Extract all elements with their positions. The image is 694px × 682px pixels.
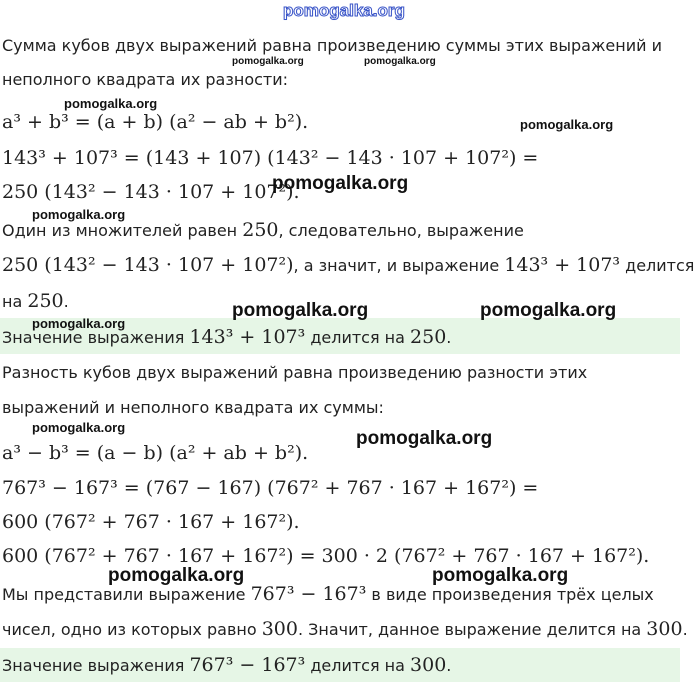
part1-text-1b: 250 bbox=[242, 219, 279, 241]
watermark-large: pomogalka.org bbox=[432, 565, 569, 586]
part1-intro-line-1: Сумма кубов двух выражений равна произведению суммы этих выражений и bbox=[2, 36, 662, 55]
part1-answer-e: . bbox=[446, 328, 452, 347]
part1-answer-d: 250 bbox=[410, 326, 447, 348]
part1-formula: a³ + b³ = (a + b) (a² − ab + b²). bbox=[2, 111, 309, 133]
watermark-small: pomogalka.org bbox=[32, 420, 126, 435]
part1-text-line-2 bbox=[2, 254, 694, 276]
part2-intro-line-1: Разность кубов двух выражений равна произведению разности этих bbox=[2, 363, 588, 382]
watermark-small: pomogalka.org bbox=[32, 207, 126, 222]
watermark-large: pomogalka.org bbox=[232, 300, 369, 321]
part2-text-line-1 bbox=[2, 584, 680, 605]
watermark-small: pomogalka.org bbox=[364, 56, 436, 67]
part1-text-1a: Один из множителей равен bbox=[2, 221, 243, 240]
part2-answer-b: 767³ − 167³ bbox=[189, 654, 306, 676]
part2-text-2a: чисел, одно из которых равно bbox=[2, 620, 262, 639]
part1-text-3a: на bbox=[2, 292, 28, 311]
part1-text-3c: . bbox=[63, 292, 69, 311]
part2-text-2e: . bbox=[682, 620, 688, 639]
part2-answer bbox=[2, 655, 680, 676]
part1-text-2d: делится bbox=[620, 256, 694, 275]
part2-calc-line-1: 767³ − 167³ = (767 − 167) (767² + 767 · 167 + 167²) = bbox=[2, 477, 539, 499]
part1-text-1c: , следовательно, выражение bbox=[278, 221, 524, 240]
part2-text-1a: Мы представили выражение bbox=[2, 585, 251, 604]
watermark-large: pomogalka.org bbox=[272, 173, 409, 194]
part2-text-2d: 300 bbox=[646, 618, 683, 640]
part2-formula: a³ − b³ = (a − b) (a² + ab + b²). bbox=[2, 442, 309, 464]
part2-text-2b: 300 bbox=[261, 618, 298, 640]
part1-answer-a: Значение выражения bbox=[2, 328, 190, 347]
part2-intro-line-2: выражений и неполного квадрата их суммы: bbox=[2, 398, 384, 417]
part1-text-2c: 143³ + 107³ bbox=[504, 254, 621, 276]
part2-text-2c: . Значит, данное выражение делится на bbox=[297, 620, 647, 639]
part1-calc-line-2: 250 (143² − 143 · 107 + 107²). bbox=[2, 181, 300, 203]
part2-answer-a: Значение выражения bbox=[2, 656, 190, 675]
watermark-small: pomogalka.org bbox=[64, 96, 158, 111]
part2-text-line-2 bbox=[2, 618, 688, 640]
part2-calc-line-3: 600 (767² + 767 · 167 + 167²) = 300 · 2 (767² + 767 · 167 + 167²). bbox=[2, 545, 650, 567]
part1-text-2b: , а значит, и выражение bbox=[293, 256, 505, 275]
part1-answer-b: 143³ + 107³ bbox=[189, 326, 306, 348]
part1-text-3b: 250 bbox=[27, 290, 64, 312]
part1-answer-c: делится на bbox=[305, 328, 411, 347]
part2-answer-d: 300 bbox=[410, 654, 447, 676]
watermark-large: pomogalka.org bbox=[480, 300, 617, 321]
watermark-large: pomogalka.org bbox=[356, 428, 493, 449]
header-watermark: pomogalka.org bbox=[283, 1, 405, 20]
part2-answer-e: . bbox=[446, 656, 452, 675]
part2-text-1c: в виде произведения трёх целых bbox=[366, 585, 654, 604]
watermark-small: pomogalka.org bbox=[232, 56, 304, 67]
part1-text-2a: 250 (143² − 143 · 107 + 107²) bbox=[2, 254, 294, 276]
part1-intro-line-2: неполного квадрата их разности: bbox=[2, 70, 289, 89]
part2-calc-line-2: 600 (767² + 767 · 167 + 167²). bbox=[2, 511, 300, 533]
watermark-medium: pomogalka.org bbox=[520, 117, 614, 132]
watermark-small: pomogalka.org bbox=[32, 316, 126, 331]
part1-calc-line-1: 143³ + 107³ = (143 + 107) (143² − 143 · 107 + 107²) = bbox=[2, 147, 539, 169]
part2-answer-c: делится на bbox=[305, 656, 411, 675]
part2-text-1b: 767³ − 167³ bbox=[250, 583, 367, 605]
part1-text-line-1 bbox=[2, 220, 680, 241]
watermark-large: pomogalka.org bbox=[108, 565, 245, 586]
